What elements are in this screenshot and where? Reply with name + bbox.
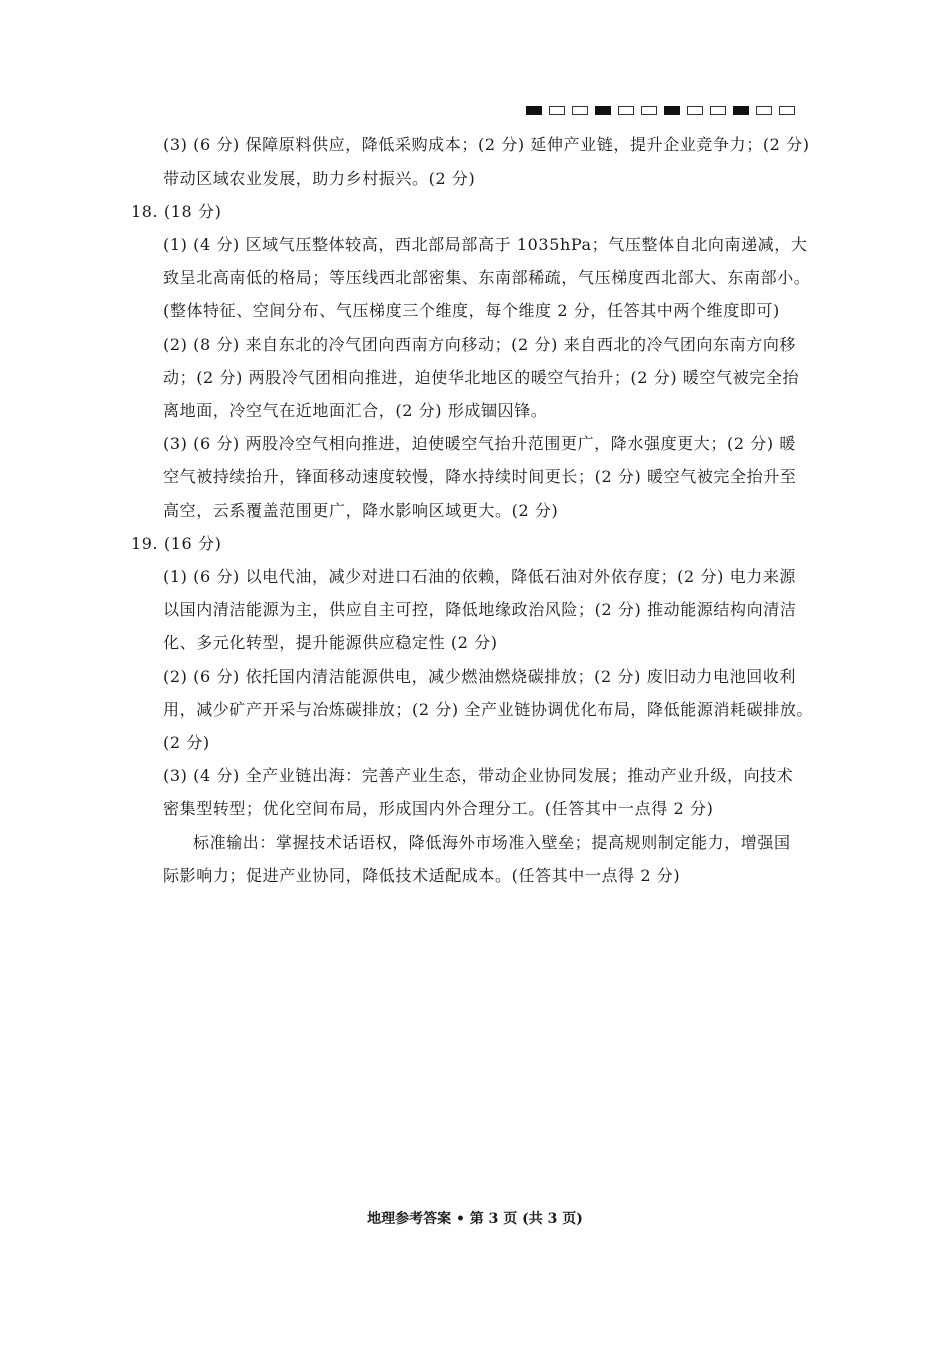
- answer-line: 以国内清洁能源为主，供应自主可控，降低地缘政治风险；(2 分) 推动能源结构向清洁: [163, 600, 797, 619]
- header-mark: [549, 106, 565, 115]
- answer-line: 化、多元化转型，提升能源供应稳定性 (2 分): [163, 633, 498, 652]
- header-mark: [733, 106, 749, 115]
- page-footer: 地理参考答案 • 第 3 页 (共 3 页): [367, 1211, 583, 1227]
- answer-line: (2) (6 分) 依托国内清洁能源供电，减少燃油燃烧碳排放；(2 分) 废旧动力电池回收利: [163, 667, 797, 686]
- answer-line: 密集型转型；优化空间布局，形成国内外合理分工。(任答其中一点得 2 分): [163, 799, 714, 818]
- header-mark: [572, 106, 588, 115]
- header-mark: [526, 106, 542, 115]
- answer-line: 际影响力；促进产业协同，降低技术适配成本。(任答其中一点得 2 分): [163, 866, 681, 885]
- header-mark: [687, 106, 703, 115]
- header-mark: [756, 106, 772, 115]
- header-mark: [595, 106, 611, 115]
- answer-line: (1) (4 分) 区域气压整体较高，西北部局部高于 1035hPa；气压整体自北向南递减，大: [163, 235, 808, 254]
- answer-line: (3) (6 分) 保障原料供应，降低采购成本；(2 分) 延伸产业链，提升企业竞争力；(2 分): [163, 135, 810, 154]
- answer-line: 致呈北高南低的格局；等压线西北部密集、东南部稀疏，气压梯度西北部大、东南部小。: [163, 268, 811, 287]
- question-heading: 18. (18 分): [131, 202, 222, 221]
- header-mark: [710, 106, 726, 115]
- answer-line: (整体特征、空间分布、气压梯度三个维度，每个维度 2 分，任答其中两个维度即可): [163, 301, 780, 320]
- answer-line: 高空，云系覆盖范围更广，降水影响区域更大。(2 分): [163, 501, 559, 520]
- question-heading: 19. (16 分): [131, 534, 222, 553]
- header-mark: [664, 106, 680, 115]
- answer-line: 离地面，冷空气在近地面汇合，(2 分) 形成锢囚锋。: [163, 401, 548, 420]
- header-mark: [779, 106, 795, 115]
- answer-line: (3) (4 分) 全产业链出海：完善产业生态，带动企业协同发展；推动产业升级，向技术: [163, 766, 794, 785]
- header-mark: [641, 106, 657, 115]
- answer-line: (3) (6 分) 两股冷空气相向推进，迫使暖空气抬升范围更广，降水强度更大；(2 分) 暖: [163, 434, 797, 453]
- answer-line: (1) (6 分) 以电代油，减少对进口石油的依赖，降低石油对外依存度；(2 分) 电力来源: [163, 567, 797, 586]
- answer-line: 标准输出：掌握技术话语权，降低海外市场准入壁垒；提高规则制定能力，增强国: [193, 833, 791, 852]
- answer-line: (2 分): [163, 733, 210, 752]
- answer-line: 动；(2 分) 两股冷气团相向推进，迫使华北地区的暖空气抬升；(2 分) 暖空气被完全抬: [163, 368, 800, 387]
- answer-line: 带动区域农业发展，助力乡村振兴。(2 分): [163, 169, 476, 188]
- answer-line: 用，减少矿产开采与冶炼碳排放；(2 分) 全产业链协调优化布局，降低能源消耗碳排放。: [163, 700, 814, 719]
- answer-line: (2) (8 分) 来自东北的冷气团向西南方向移动；(2 分) 来自西北的冷气团向东南方向移: [163, 335, 797, 354]
- header-mark: [618, 106, 634, 115]
- header-marks: [526, 106, 795, 115]
- answer-line: 空气被持续抬升，锋面移动速度较慢，降水持续时间更长；(2 分) 暖空气被完全抬升至: [163, 467, 797, 486]
